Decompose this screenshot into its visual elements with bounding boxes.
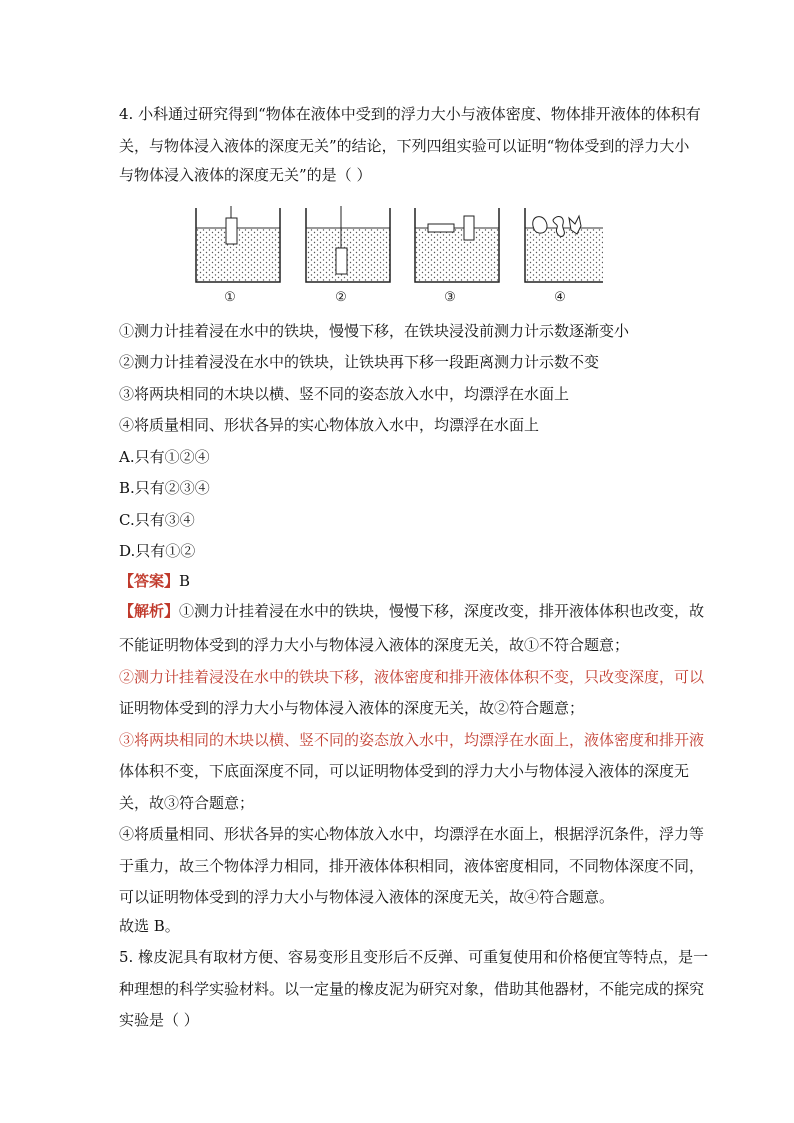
q4-analysis-line-8: ④将质量相同、形状各异的实心物体放入水中，均漂浮在水面上，根据浮沉条件，浮力等 — [119, 825, 705, 843]
beaker-figure — [193, 206, 603, 306]
q4-analysis-line-6: 体体积不变，下底面深度不同，可以证明物体受到的浮力大小与物体浸入液体的深度无 — [119, 762, 690, 780]
q4-conclusion: 故选 B。 — [119, 917, 180, 935]
answer-label: 【答案】 — [119, 572, 180, 590]
q4-analysis-line-2: 不能证明物体受到的浮力大小与物体浸入液体的深度无关，故①不符合题意； — [119, 636, 630, 654]
beaker-3 — [415, 208, 499, 282]
q4-analysis-line-10: 可以证明物体受到的浮力大小与物体浸入液体的深度无关，故④符合题意。 — [119, 888, 615, 906]
q4-statement-4: ④将质量相同、形状各异的实心物体放入水中，均漂浮在水面上 — [119, 416, 540, 434]
q4-option-b: B.只有②③④ — [119, 479, 210, 497]
q4-analysis-line-5: ③将两块相同的木块以横、竖不同的姿态放入水中，均漂浮在水面上，液体密度和排开液 — [119, 731, 705, 749]
q4-analysis-line-1 — [119, 601, 704, 621]
q4-analysis-line-4: 证明物体受到的浮力大小与物体浸入液体的深度无关，故②符合题意； — [119, 699, 585, 717]
q4-statement-1: ①测力计挂着浸在水中的铁块，慢慢下移，在铁块浸没前测力计示数逐渐变小 — [119, 322, 630, 340]
q4-stem-line-3: 与物体浸入液体的深度无关”的是（ ） — [119, 166, 372, 184]
q5-stem-line-1: 5. 橡皮泥具有取材方便、容易变形且变形后不反弹、可重复使用和价格便宜等特点，是一 — [119, 948, 709, 966]
analysis-label: 【解析】 — [119, 602, 180, 620]
q4-option-a: A.只有①②④ — [119, 448, 210, 466]
figure-label-4: ④ — [554, 290, 566, 305]
beaker-4 — [525, 208, 603, 282]
q4-statement-2: ②测力计挂着浸没在水中的铁块，让铁块再下移一段距离测力计示数不变 — [119, 353, 600, 371]
q4-option-c: C.只有③④ — [119, 511, 195, 529]
q4-analysis-line-9: 于重力，故三个物体浮力相同，排开液体体积相同，液体密度相同，不同物体深度不同， — [119, 857, 705, 875]
figure-label-2: ② — [335, 290, 347, 305]
q4-stem-line-1: 4. 小科通过研究得到“物体在液体中受到的浮力大小与液体密度、物体排开液体的体积有 — [119, 105, 701, 123]
q4-analysis-line-3: ②测力计挂着浸没在水中的铁块下移，液体密度和排开液体体积不变，只改变深度，可以 — [119, 668, 705, 686]
q5-stem-line-2: 种理想的科学实验材料。以一定量的橡皮泥为研究对象，借助其他器材，不能完成的探究 — [119, 980, 705, 998]
q4-stem-line-2: 关，与物体浸入液体的深度无关”的结论，下列四组实验可以证明“物体受到的浮力大小 — [119, 137, 690, 155]
q4-option-d: D.只有①② — [119, 542, 196, 560]
beaker-1 — [196, 206, 280, 282]
q4-statement-3: ③将两块相同的木块以横、竖不同的姿态放入水中，均漂浮在水面上 — [119, 385, 570, 403]
figure-label-3: ③ — [444, 290, 456, 305]
q5-stem-line-3: 实验是（ ） — [119, 1011, 199, 1029]
q4-answer — [119, 571, 190, 591]
beaker-2 — [306, 206, 390, 282]
q4-analysis-line-7: 关，故③符合题意； — [119, 794, 255, 812]
figure-label-1: ① — [224, 290, 236, 305]
answer-value: B — [179, 572, 191, 590]
analysis-text-1: ①测力计挂着浸在水中的铁块，慢慢下移，深度改变，排开液体体积也改变，故 — [179, 602, 705, 620]
